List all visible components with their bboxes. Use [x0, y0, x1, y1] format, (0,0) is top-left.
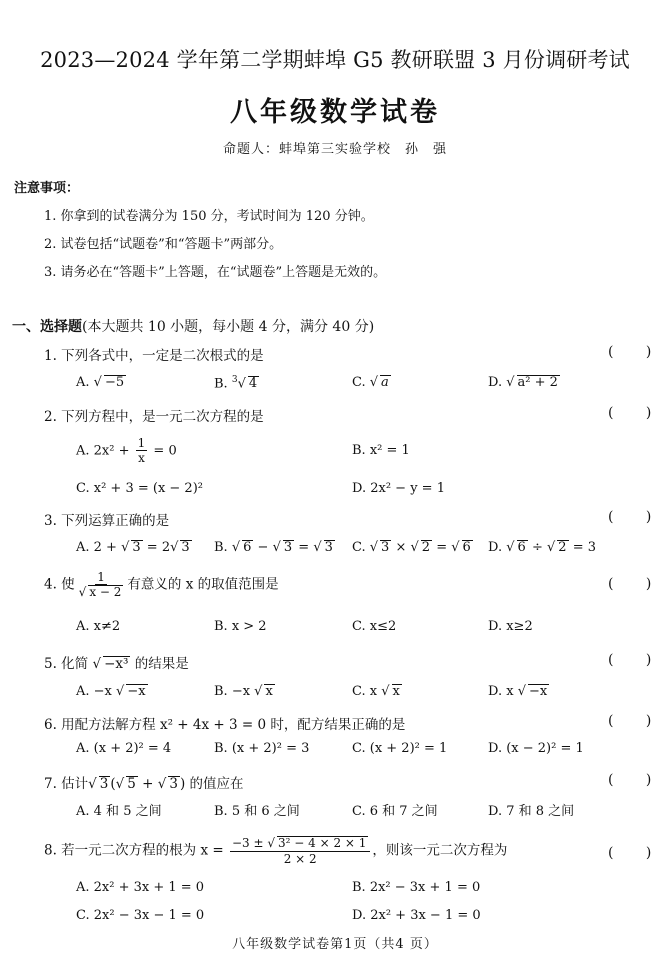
stem-text: 4. 使	[44, 576, 75, 593]
question-6-option-a: A. (x + 2)² = 4	[76, 741, 172, 756]
answer-paren-2: ( )	[608, 405, 666, 421]
question-3-option-a: A. 2 + √ 3 = 2√ 3	[76, 540, 190, 555]
radicand: 2	[558, 540, 567, 555]
question-2-option-d: D. 2x² − y = 1	[352, 481, 445, 496]
radicand	[380, 375, 391, 391]
operator: =	[298, 540, 310, 555]
option-text: A. 2x² +	[76, 443, 130, 459]
stem-text: ) 的值应在	[179, 776, 244, 792]
stem-text: 有意义的 x 的取值范围是	[127, 576, 279, 593]
question-4-option-d: D. x≥2	[488, 619, 533, 634]
radicand: 2	[421, 540, 431, 555]
radicand: 6	[243, 540, 252, 555]
radicand: 3	[132, 540, 141, 555]
question-6-option-b: B. (x + 2)² = 3	[214, 741, 310, 756]
answer-paren-5: ( )	[608, 652, 666, 668]
question-5-option-b: B. −x √ x	[214, 684, 273, 699]
stem-text: (	[110, 776, 116, 792]
numerator: 1	[97, 570, 105, 584]
question-5-stem: 5. 化简 √ −x³ 的结果是	[44, 656, 189, 672]
operator: −	[257, 540, 269, 555]
question-3-option-b: B. √ 6 − √ 3 = √ 3	[214, 540, 333, 555]
notice-title: 注意事项：	[14, 181, 80, 196]
question-1-option-d: D. √ a² + 2	[488, 375, 558, 390]
answer-paren-7: ( )	[608, 772, 666, 788]
page-footer: 八年级数学试卷第1页（共4 页）	[232, 937, 438, 952]
operator: ÷	[531, 540, 543, 555]
option-label: D.	[488, 375, 503, 390]
answer-paren-3: ( )	[608, 509, 666, 525]
radicand: 3² − 4 × 2 × 1	[278, 836, 367, 850]
fraction	[77, 570, 126, 600]
option-text: A. 2 +	[76, 540, 117, 555]
question-3-option-d: D. √ 6 ÷ √ 2 = 3	[488, 540, 596, 555]
fraction	[136, 436, 148, 466]
option-text: C. x	[352, 684, 378, 699]
root-index: 3	[231, 375, 238, 385]
question-1-option-c: C. √ a	[352, 375, 389, 390]
option-label: A.	[76, 375, 90, 390]
stem-text: 5. 化简	[44, 656, 89, 672]
option-text: D. x	[488, 684, 514, 699]
question-7-option-d: D. 7 和 8 之间	[488, 804, 575, 819]
question-4-option-c: C. x≤2	[352, 619, 397, 634]
question-7-stem: 7. 估计√ 3 (√ 5 + √ 3 ) 的值应在	[44, 776, 244, 792]
question-8-option-c: C. 2x² − 3x − 1 = 0	[76, 908, 205, 923]
question-8-option-b: B. 2x² − 3x + 1 = 0	[352, 880, 481, 895]
stem-text: ，则该一元二次方程为	[372, 842, 508, 859]
operator: +	[142, 776, 154, 792]
question-5-option-c: C. x √ x	[352, 684, 400, 699]
author-line: 命题人：蚌埠第三实验学校 孙 强	[222, 142, 447, 157]
exam-title: 2023—2024 学年第二学期蚌埠 G5 教研联盟 3 月份调研考试	[40, 48, 630, 72]
question-5-option-a: A. −x √ −x	[76, 684, 146, 699]
operator: ×	[395, 540, 407, 555]
radicand: 4	[248, 376, 258, 392]
question-7-option-b: B. 5 和 6 之间	[214, 804, 300, 819]
radicand: a² + 2	[517, 375, 558, 390]
radicand: x − 2	[89, 585, 122, 600]
option-label: B.	[214, 540, 228, 555]
radicand: 3	[283, 540, 293, 555]
stem-text: 7. 估计	[44, 776, 89, 792]
question-7-option-c: C. 6 和 7 之间	[352, 804, 438, 819]
radicand: x	[392, 684, 400, 699]
question-6-option-c: C. (x + 2)² = 1	[352, 741, 448, 756]
question-2-option-a	[76, 436, 177, 466]
option-label: C.	[352, 375, 366, 390]
denominator: x	[138, 451, 145, 466]
answer-paren-1: ( )	[608, 344, 666, 360]
question-8-stem	[44, 836, 507, 866]
numerator-text: −3 ±	[231, 836, 264, 850]
question-2-stem: 2. 下列方程中，是一元二次方程的是	[44, 409, 264, 425]
question-4-stem	[44, 570, 279, 600]
option-text: A. −x	[76, 684, 112, 699]
section-title: 一、选择题	[12, 319, 82, 335]
answer-paren-4: ( )	[608, 576, 666, 592]
radicand: −x³	[104, 656, 129, 672]
radicand: −x	[528, 684, 548, 699]
question-8-option-d: D. 2x² + 3x − 1 = 0	[352, 908, 481, 923]
option-label: D.	[488, 540, 503, 555]
option-text: = 0	[153, 443, 177, 459]
option-text: B. −x	[214, 684, 251, 699]
denominator: √ x − 2	[78, 585, 122, 600]
notice-item-1: 1. 你拿到的试卷满分为 150 分，考试时间为 120 分钟。	[44, 209, 374, 224]
paper-title: 八年级数学试卷	[230, 97, 440, 128]
operator: =	[436, 540, 448, 555]
numerator: −3 ± √ 3² − 4 × 2 × 1	[230, 836, 370, 852]
question-1-option-a: A. √ −5	[76, 375, 125, 390]
radicand: 3	[381, 540, 390, 555]
denominator: 2 × 2	[283, 851, 317, 866]
notice-item-2: 2. 试卷包括“试题卷”和“答题卡”两部分。	[44, 237, 283, 252]
question-3-stem: 3. 下列运算正确的是	[44, 513, 170, 529]
stem-text: 的结果是	[134, 656, 189, 672]
question-4-option-b: B. x > 2	[214, 619, 267, 634]
answer-paren-8: ( )	[608, 845, 666, 861]
question-6-stem: 6. 用配方法解方程 x² + 4x + 3 = 0 时，配方结果正确的是	[44, 717, 406, 733]
section-desc: (本大题共 10 小题，每小题 4 分，满分 40 分)	[82, 319, 375, 335]
radicand: 5	[127, 776, 136, 792]
section-header	[12, 316, 374, 336]
radicand-var: a	[381, 375, 389, 390]
radicand: 3	[169, 776, 178, 792]
radicand: 3	[324, 540, 333, 555]
radicand: −x	[127, 684, 146, 699]
question-1-option-b: B. $^3$√ 4	[214, 375, 258, 392]
option-text: = 2	[146, 540, 171, 555]
notice-item-3: 3. 请务必在“答题卡”上答题，在“试题卷”上答题是无效的。	[44, 265, 387, 280]
option-label: C.	[352, 540, 366, 555]
question-5-option-d: D. x √ −x	[488, 684, 548, 699]
option-label: B.	[214, 376, 228, 392]
radicand: x	[265, 684, 273, 699]
question-8-option-a: A. 2x² + 3x + 1 = 0	[76, 880, 205, 895]
question-6-option-d: D. (x − 2)² = 1	[488, 741, 584, 756]
answer-paren-6: ( )	[608, 713, 666, 729]
radicand: 6	[462, 540, 471, 555]
question-4-option-a: A. x≠2	[76, 619, 121, 634]
stem-text: 8. 若一元二次方程的根为 x =	[44, 842, 224, 859]
question-3-option-c: C. √ 3 × √ 2 = √ 6	[352, 540, 471, 555]
question-7-option-a: A. 4 和 5 之间	[76, 804, 162, 819]
question-1-stem: 1. 下列各式中，一定是二次根式的是	[44, 348, 264, 364]
question-2-option-c: C. x² + 3 = (x − 2)²	[76, 481, 203, 496]
radicand: −5	[104, 375, 125, 390]
radicand: 3	[99, 776, 109, 792]
question-2-option-b: B. x² = 1	[352, 443, 410, 458]
operator: = 3	[572, 540, 596, 555]
numerator: 1	[137, 436, 146, 450]
radicand: 3	[181, 540, 190, 555]
radicand: 6	[517, 540, 526, 555]
fraction	[230, 836, 370, 866]
